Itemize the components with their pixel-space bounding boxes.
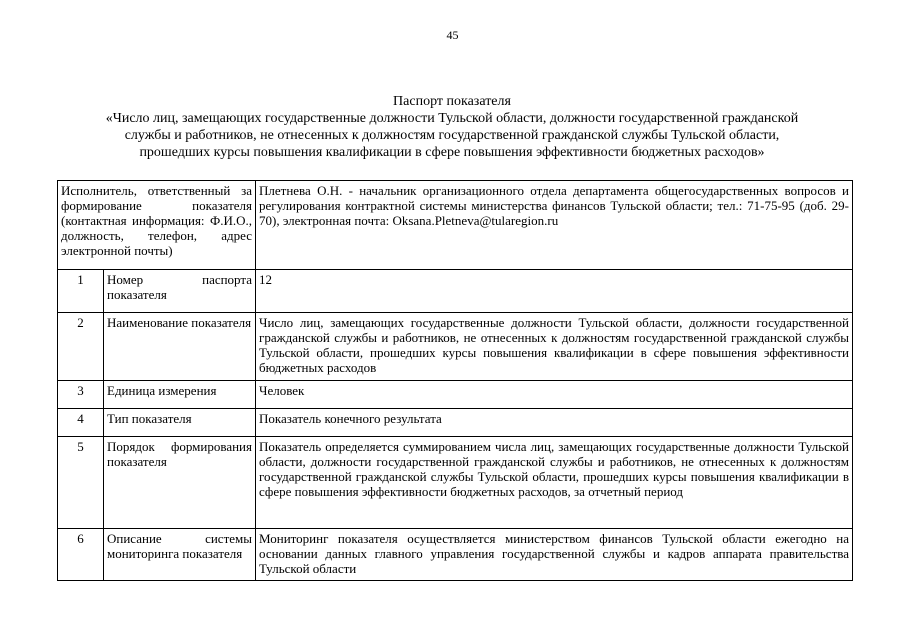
- row-label: Номер паспорта показателя: [104, 270, 256, 313]
- row-number: 1: [58, 270, 104, 313]
- table-row: [58, 381, 853, 409]
- title-line-1: Паспорт показателя: [393, 94, 511, 109]
- row-number: 3: [58, 381, 104, 409]
- row-value: Показатель определяется суммированием числа лиц, замещающих государственные должности Тульской области, должности государственной гражданской службы и работников, не отнесенных к должностям государственной гражданской службы Тульской области, прошедших курсы повышения квалификации в сфере повышения эффективности бюджетных расходов, за отчетный период: [256, 437, 853, 529]
- row-value: Число лиц, замещающих государственные должности Тульской области, должности государственной гражданской службы и работников, не отнесенных к должностям государственной гражданской службы Тульской области, прошедших курсы повышения квалификации в сфере повышения эффективности бюджетных расходов: [256, 313, 853, 381]
- row-number: 5: [58, 437, 104, 529]
- page-number: 45: [446, 28, 459, 42]
- row-label: Тип показателя: [104, 409, 256, 437]
- executor-row: [58, 181, 853, 270]
- executor-label: Исполнитель, ответственный за формирование показателя (контактная информация: Ф.И.О., должность, телефон, адрес электронной почты): [58, 181, 256, 270]
- table-row: [58, 313, 853, 381]
- row-label: Единица измерения: [104, 381, 256, 409]
- document-title: [48, 93, 856, 161]
- row-value: 12: [256, 270, 853, 313]
- title-line-2: «Число лиц, замещающих государственные должности Тульской области, должности государственной гражданской: [105, 111, 799, 126]
- title-line-3: службы и работников, не отнесенных к должностям государственной гражданской службы Тульской области,: [124, 128, 780, 143]
- row-label: Порядок формирования показателя: [104, 437, 256, 529]
- row-label: Наименование показателя: [104, 313, 256, 381]
- table-row: [58, 409, 853, 437]
- row-number: 6: [58, 529, 104, 581]
- table-row: [58, 437, 853, 529]
- table-row: [58, 529, 853, 581]
- passport-table: [57, 180, 853, 581]
- row-value: Человек: [256, 381, 853, 409]
- row-number: 2: [58, 313, 104, 381]
- row-value: Показатель конечного результата: [256, 409, 853, 437]
- executor-value: Плетнева О.Н. - начальник организационного отдела департамента общегосударственных вопросов и регулирования контрактной системы министерства финансов Тульской области; тел.: 71-75-95 (доб. 29-70), электронная почта: Oksana.Pletneva@tularegion.ru: [256, 181, 853, 270]
- row-value: Мониторинг показателя осуществляется министерством финансов Тульской области ежегодно на основании данных главного управления государственной службы и кадров аппарата правительства Тульской области: [256, 529, 853, 581]
- title-line-4: прошедших курсы повышения квалификации в сфере повышения эффективности бюджетных расходов»: [139, 145, 765, 160]
- table-row: [58, 270, 853, 313]
- row-number: 4: [58, 409, 104, 437]
- row-label: Описание системы мониторинга показателя: [104, 529, 256, 581]
